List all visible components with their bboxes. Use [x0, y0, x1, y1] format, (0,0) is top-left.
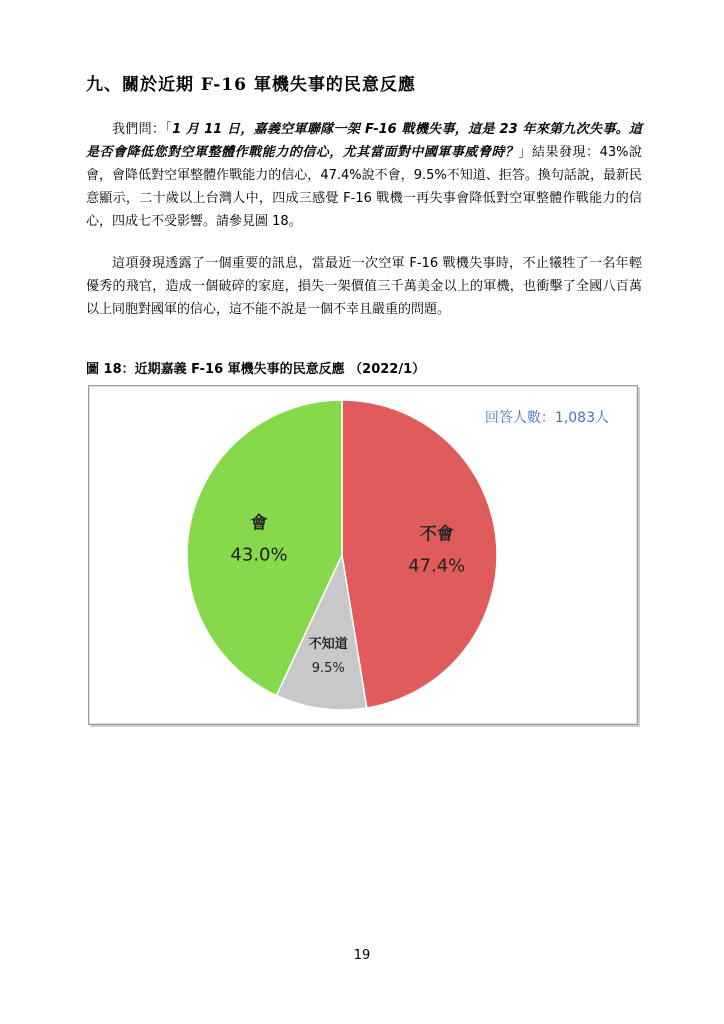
pie-chart-frame	[88, 385, 638, 725]
paragraph-1	[86, 118, 642, 233]
pie-slice-0	[342, 400, 497, 708]
respondent-count-note: 回答人數：1,083人	[484, 410, 609, 426]
slice-value-1: 9.5%	[311, 661, 345, 677]
slice-label-2: 會	[250, 513, 268, 534]
figure-caption: 圖 18：近期嘉義 F-16 軍機失事的民意反應 （2022/1）	[86, 362, 426, 377]
survey-question: 1 月 11 日，嘉義空軍聯隊一架 F-16 戰機失事，這是 23 年來第九次失事。這是否會降低您對空軍整體作戰能力的信心，尤其當面對中國軍事威脅時？	[86, 122, 642, 160]
slice-label-0: 不會	[419, 524, 454, 545]
slice-label-1: 不知道	[308, 637, 348, 653]
section-heading: 九、關於近期 F-16 軍機失事的民意反應	[86, 75, 416, 95]
paragraph-2: 這項發現透露了一個重要的訊息，當最近一次空軍 F-16 戰機失事時，不止犧牲了一名年輕優秀的飛官，造成一個破碎的家庭，損失一架價值三千萬美金以上的軍機，也衝擊了全國八百萬以上同胞對國軍的信心，這不能不說是一個不幸且嚴重的問題。	[86, 256, 642, 317]
slice-value-0: 47.4%	[408, 555, 466, 577]
slice-value-2: 43.0%	[230, 544, 288, 566]
pie-chart	[89, 386, 637, 724]
page-number: 19	[353, 948, 371, 963]
para1-lead: 我們問：「	[112, 122, 173, 137]
para1-rest: 」結果發現：43%說會，會降低對空軍整體作戰能力的信心，47.4%說不會，9.5%不知道、拒答。換句話說，最新民意顯示，二十歲以上台灣人中，四成三感覺 F-16 戰機一再失事會降低對空軍整體作戰能力的信心，四成七不受影響。請參見圖 18。	[86, 145, 642, 229]
